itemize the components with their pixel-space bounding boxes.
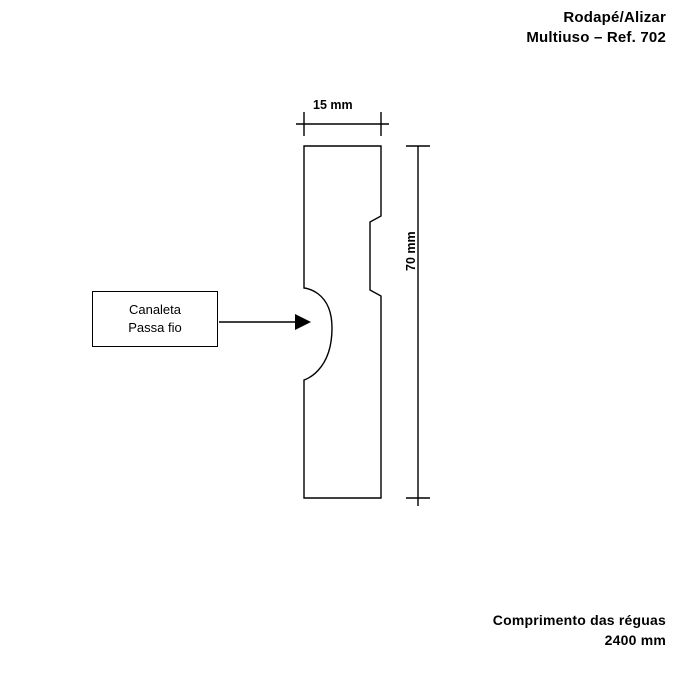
callout-arrow-head: [295, 314, 311, 330]
callout-box: [92, 291, 218, 347]
footer-line-1: Comprimento das réguas: [492, 612, 666, 628]
footer-line-2: 2400 mm: [604, 632, 666, 648]
length-note: [493, 610, 666, 650]
height-dimension-label: 70 mm: [404, 231, 418, 271]
title-line-2: Multiuso – Ref. 702: [526, 29, 666, 46]
callout-line-1: Canaleta: [128, 302, 182, 317]
width-dimension-label: 15 mm: [313, 98, 353, 112]
title-line-1: Rodapé/Alizar: [563, 9, 666, 26]
callout-line-2: Passa fio: [128, 320, 182, 335]
profile-outline: [304, 146, 381, 498]
